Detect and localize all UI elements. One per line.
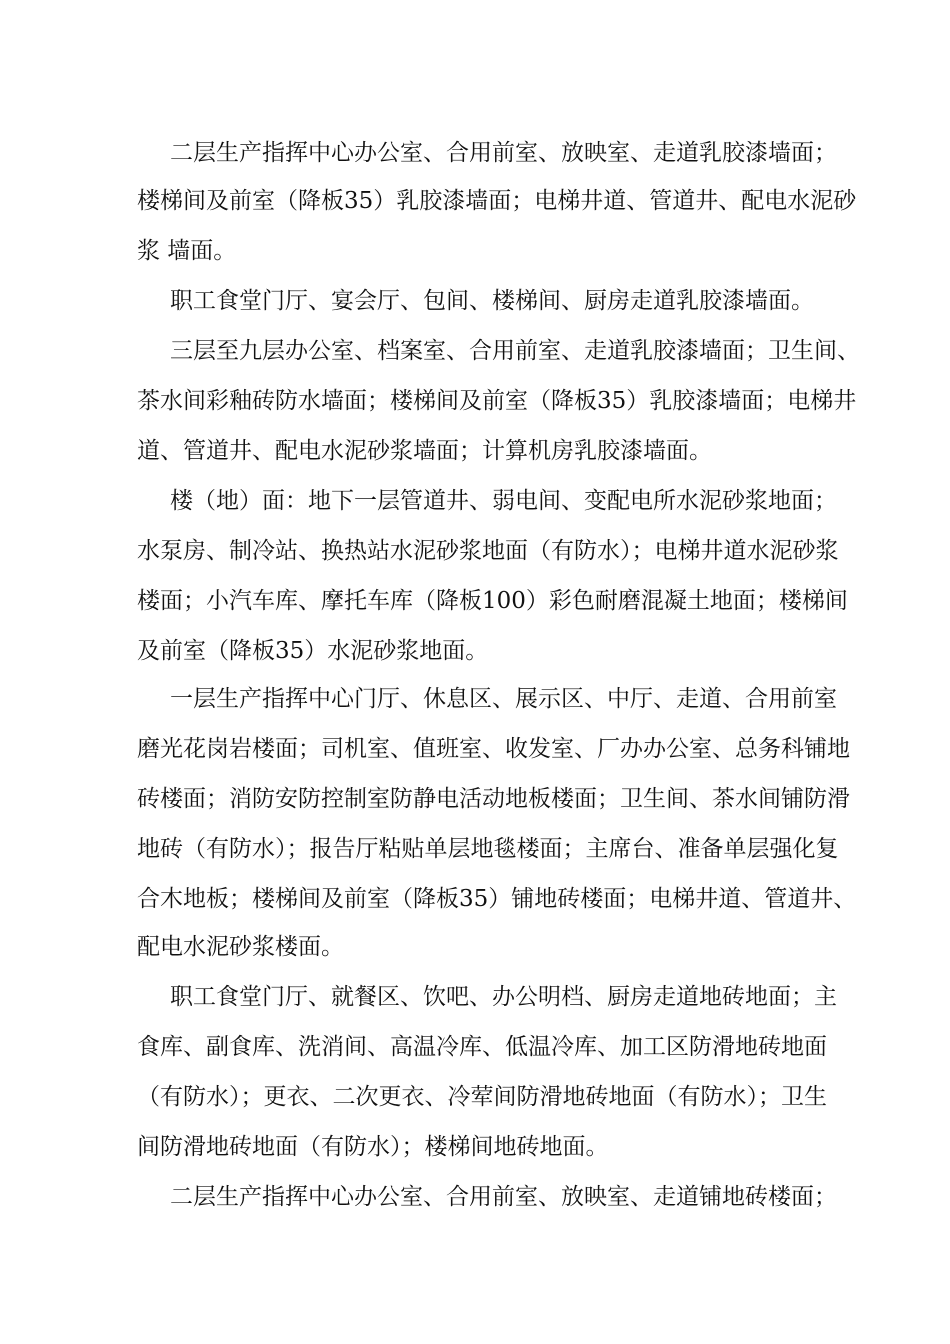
text-line: 间防滑地砖地面（有防水）；楼梯间地砖地面。 [137,1134,609,1160]
text-line: 二层生产指挥中心办公室、合用前室、放映室、走道铺地砖楼面； [170,1184,837,1210]
text-line: 楼梯间及前室（降板35）乳胶漆墙面；电梯井道、管道井、配电水泥砂 [137,188,857,214]
text-line: 楼（地）面：地下一层管道井、弱电间、变配电所水泥砂浆地面； [170,488,837,514]
text-line: 地砖（有防水）；报告厅粘贴单层地毯楼面；主席台、准备单层强化复 [137,836,839,862]
text-line: 楼面；小汽车库、摩托车库（降板100）彩色耐磨混凝土地面；楼梯间 [137,588,848,614]
text-line: 浆 墙面。 [137,238,237,264]
text-line: 二层生产指挥中心办公室、合用前室、放映室、走道乳胶漆墙面； [170,140,837,166]
text-line: 及前室（降板35）水泥砂浆地面。 [137,638,489,664]
text-line: 道、管道井、配电水泥砂浆墙面；计算机房乳胶漆墙面。 [137,438,712,464]
text-line: 合木地板；楼梯间及前室（降板35）铺地砖楼面；电梯井道、管道井、 [137,886,857,912]
text-line: 职工食堂门厅、宴会厅、包间、楼梯间、厨房走道乳胶漆墙面。 [170,288,814,314]
text-line: （有防水）；更衣、二次更衣、冷荤间防滑地砖地面（有防水）；卫生 [137,1084,827,1110]
text-line: 三层至九层办公室、档案室、合用前室、走道乳胶漆墙面；卫生间、 [170,338,860,364]
text-line: 茶水间彩釉砖防水墙面；楼梯间及前室（降板35）乳胶漆墙面；电梯井 [137,388,857,414]
text-line: 磨光花岗岩楼面；司机室、值班室、收发室、厂办办公室、总务科铺地 [137,736,850,762]
text-line: 砖楼面；消防安防控制室防静电活动地板楼面；卫生间、茶水间铺防滑 [137,786,850,812]
text-line: 配电水泥砂浆楼面。 [137,934,344,960]
text-line: 水泵房、制冷站、换热站水泥砂浆地面（有防水）；电梯井道水泥砂浆 [137,538,839,564]
text-line: 一层生产指挥中心门厅、休息区、展示区、中厅、走道、合用前室 [170,686,837,712]
text-line: 职工食堂门厅、就餐区、饮吧、办公明档、厨房走道地砖地面；主 [170,984,837,1010]
text-line: 食库、副食库、洗消间、高温冷库、低温冷库、加工区防滑地砖地面 [137,1034,827,1060]
